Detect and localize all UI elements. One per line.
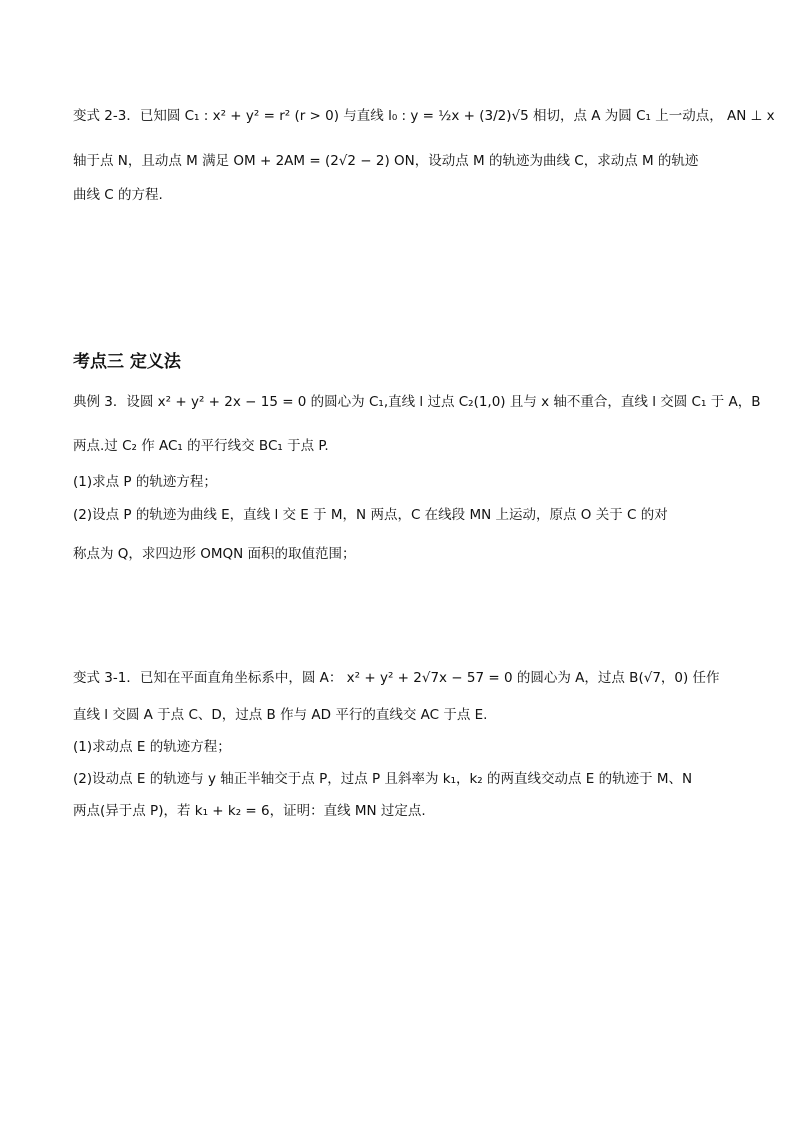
section-title: 考点三 定义法: [73, 352, 181, 372]
example-3-line-1: 典例 3．设圆 x² + y² + 2x − 15 = 0 的圆心为 C₁,直线 l 过点 C₂(1,0) 且与 x 轴不重合，直线 l 交圆 C₁ 于 A，B: [73, 394, 761, 410]
variant-3-1-part-1: (1)求动点 E 的轨迹方程；: [73, 739, 231, 755]
example-3-part-1: (1)求点 P 的轨迹方程；: [73, 474, 217, 490]
variant-2-3-line-2: 轴于点 N，且动点 M 满足 OM + 2AM = (2√2 − 2) ON，设动点 M 的轨迹为曲线 C，求动点 M 的轨迹: [73, 153, 699, 169]
example-3-line-2: 两点.过 C₂ 作 AC₁ 的平行线交 BC₁ 于点 P.: [73, 438, 329, 454]
variant-3-1-line-1: 变式 3-1．已知在平面直角坐标系中，圆 A： x² + y² + 2√7x − 57 = 0 的圆心为 A，过点 B(√7，0) 任作: [73, 670, 720, 686]
variant-3-1-part-2-line-2: 两点(异于点 P)，若 k₁ + k₂ = 6，证明：直线 MN 过定点.: [73, 803, 426, 819]
example-3-part-2-line-1: (2)设点 P 的轨迹为曲线 E，直线 l 交 E 于 M，N 两点，C 在线段 MN 上运动，原点 O 关于 C 的对: [73, 507, 668, 523]
variant-3-1-line-2: 直线 l 交圆 A 于点 C、D，过点 B 作与 AD 平行的直线交 AC 于点 E.: [73, 707, 488, 723]
example-3-part-2-line-2: 称点为 Q，求四边形 OMQN 面积的取值范围；: [73, 546, 356, 562]
variant-2-3-line-3: 曲线 C 的方程.: [73, 187, 163, 203]
variant-3-1-part-2-line-1: (2)设动点 E 的轨迹与 y 轴正半轴交于点 P，过点 P 且斜率为 k₁，k₂ 的两直线交动点 E 的轨迹于 M、N: [73, 771, 693, 787]
variant-2-3-line-1: 变式 2-3．已知圆 C₁ : x² + y² = r² (r > 0) 与直线 l₀ : y = ½x + (3/2)√5 相切，点 A 为圆 C₁ 上一动点， AN ⊥ x: [73, 108, 775, 124]
